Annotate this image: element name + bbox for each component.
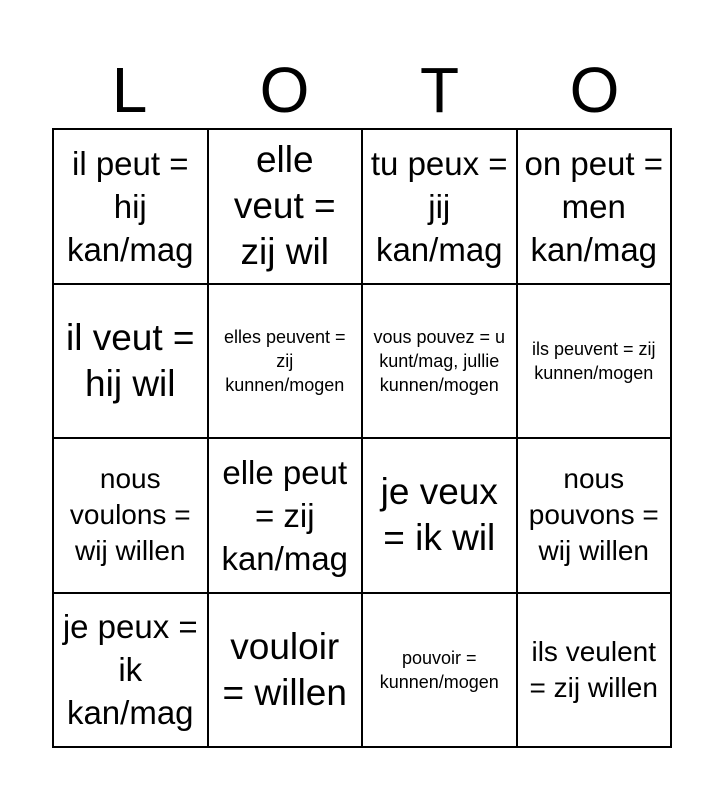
bingo-cell[interactable] [54,285,209,440]
cell-text: elle peut = zij kan/mag [221,453,349,577]
cell-text: nous voulons = wij willen [69,463,191,567]
cell-text: pouvoir = kunnen/mogen [379,647,499,692]
title-letter: O [569,54,620,126]
bingo-cell[interactable] [209,130,364,285]
bingo-cell[interactable] [518,594,673,749]
bingo-cell[interactable] [518,285,673,440]
cell-text: il veut = hij wil [65,316,195,404]
bingo-cell[interactable] [518,439,673,594]
bingo-cell[interactable] [363,285,518,440]
bingo-cell[interactable] [209,285,364,440]
title-letter: T [419,54,460,126]
cell-text: elle veut = zij wil [233,139,336,273]
bingo-cell[interactable] [363,439,518,594]
bingo-cell[interactable] [363,594,518,749]
bingo-cell[interactable] [518,130,673,285]
cell-text: il peut = hij kan/mag [66,144,194,268]
cell-text: elles peuvent = zij kunnen/mogen [223,326,346,395]
bingo-card-grid [52,128,672,748]
bingo-cell[interactable] [209,594,364,749]
title-letter: O [259,54,310,126]
cell-text: vouloir = willen [222,625,347,713]
cell-text: tu peux = jij kan/mag [370,144,508,268]
bingo-cell[interactable] [54,594,209,749]
cell-text: ils peuvent = zij kunnen/mogen [531,338,656,383]
bingo-cell[interactable] [363,130,518,285]
bingo-cell[interactable] [54,130,209,285]
cell-text: je peux = ik kan/mag [62,608,198,732]
bingo-cell[interactable] [54,439,209,594]
cell-text: ils veulent = zij willen [529,635,658,703]
cell-text: vous pouvez = u kunt/mag, jullie kunnen/mogen [373,326,506,395]
bingo-cell[interactable] [209,439,364,594]
title-letter: L [111,54,148,126]
cell-text: nous pouvons = wij willen [528,463,659,567]
cell-text: je veux = ik wil [380,471,498,559]
bingo-title [52,52,672,128]
cell-text: on peut = men kan/mag [524,144,664,268]
